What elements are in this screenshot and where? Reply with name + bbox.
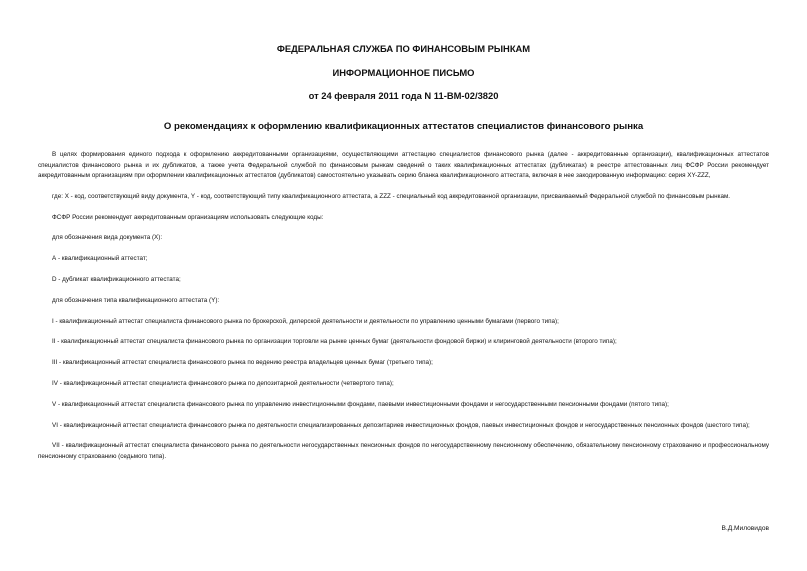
paragraph-recommendation: ФСФР России рекомендует аккредитованным организациям использовать следующие коды: — [52, 213, 324, 221]
list-item-type-6: VI - квалификационный аттестат специалиста финансового рынка по деятельности специализированных депозитариев инвестиционных фондов, паевых инвестиционных фондов и негосударственных пенсионных фондов (шестого типа); — [52, 421, 750, 429]
paragraph-intro: В целях формирования единого подхода к оформлению аккредитованными организациями, осуществляющими аттестацию специалистов финансового рынка (далее - аккредитованные организации), квалификационных аттестатов специалистов финансового рынка и их дубликатов, а также учета Федеральной службой по финансовым рынкам сведений о таких квалификационных аттестатах (дубликатах) в реестре аттестованных лиц ФСФР России рекомендует аккредитованным организациям при оформлении квалификационных аттестатов (дубликатов) самостоятельно указывать серию бланка квалификационного аттестата, включая в нее закодированную информацию: серия XY-ZZZ, — [38, 151, 769, 179]
paragraph-code-definition: где: X - код, соответствующий виду документа, Y - код, соответствующий типу квалификационного аттестата, а ZZZ - специальный код аккредитованной организации, присваиваемый Федеральной службой по финансовым рынкам. — [52, 192, 731, 200]
list-item-type-1: I - квалификационный аттестат специалиста финансового рынка по брокерской, дилерской деятельности и деятельности по управлению ценными бумагами (первого типа); — [52, 317, 559, 325]
document-date-number: от 24 февраля 2011 года N 11-ВМ-02/3820 — [308, 90, 499, 101]
signature: В.Д.Миловидов — [721, 525, 769, 532]
list-item-type-3: III - квалификационный аттестат специалиста финансового рынка по ведению реестра владельцев ценных бумаг (третьего типа); — [52, 359, 433, 367]
document-subject: О рекомендациях к оформлению квалификационных аттестатов специалистов финансового рынка — [163, 121, 644, 132]
list-item-type-4: IV - квалификационный аттестат специалиста финансового рынка по депозитарной деятельности (четвертого типа); — [52, 379, 394, 387]
document-type: ИНФОРМАЦИОННОЕ ПИСЬМО — [332, 67, 475, 78]
paragraph-type-heading: для обозначения типа квалификационного аттестата (Y): — [52, 296, 220, 304]
list-item-type-2: II - квалификационный аттестат специалиста финансового рынка по организации торговли на рынке ценных бумаг (деятельности фондовой биржи) и клиринговой деятельности (второго типа); — [52, 338, 617, 346]
list-item-type-5: V - квалификационный аттестат специалиста финансового рынка по управлению инвестиционными фондами, паевыми инвестиционными фондами и негосударственными пенсионными фондами (пятого типа); — [52, 400, 669, 408]
document-body — [38, 150, 769, 473]
paragraph-doc-kind-heading: для обозначения вида документа (X): — [52, 234, 163, 242]
list-item-code-d: D - дубликат квалификационного аттестата; — [52, 275, 181, 283]
list-item-code-a: А - квалификационный аттестат; — [52, 255, 148, 263]
list-item-type-7: VII - квалификационный аттестат специалиста финансового рынка по деятельности негосударственных пенсионных фондов по негосударственному пенсионному обеспечению, обязательному пенсионному страхованию и профессиональному пенсионному страхованию (седьмого типа). — [38, 442, 769, 460]
agency-title: ФЕДЕРАЛЬНАЯ СЛУЖБА ПО ФИНАНСОВЫМ РЫНКАМ — [276, 43, 531, 54]
